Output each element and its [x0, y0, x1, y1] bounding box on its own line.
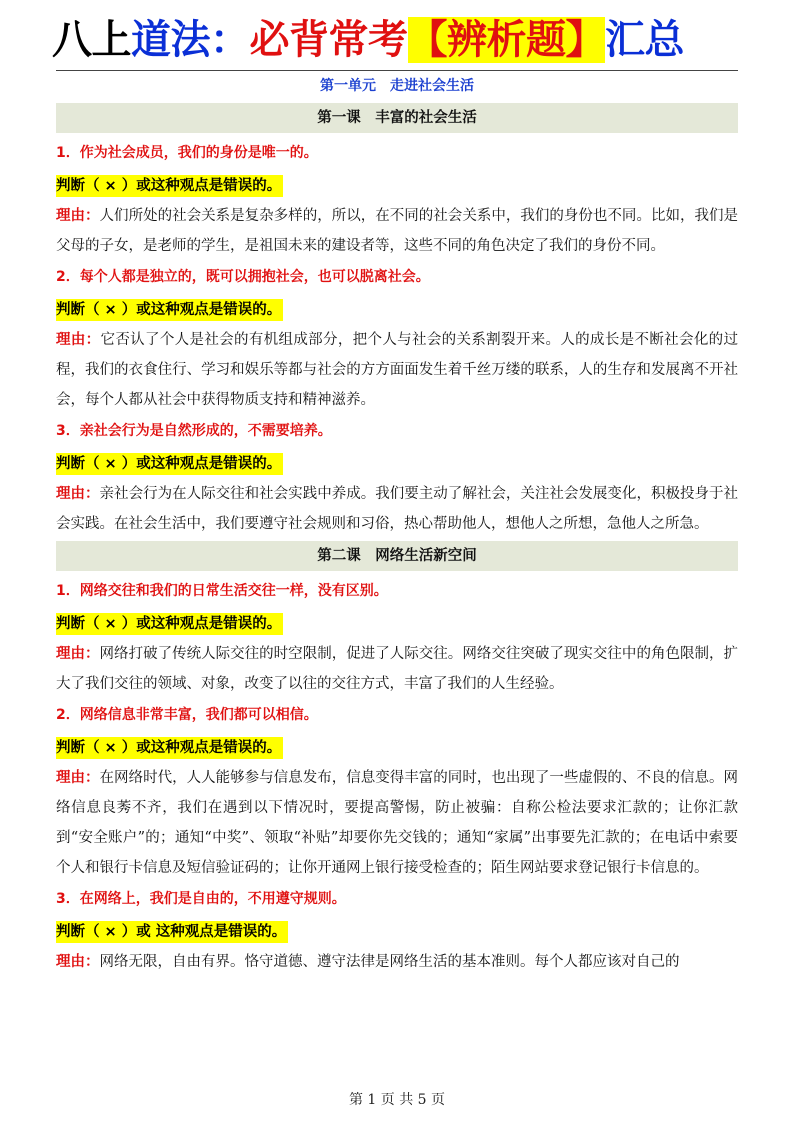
question-statement: 2．网络信息非常丰富，我们都可以相信。 — [56, 707, 318, 723]
lesson-heading: 第二课 网络生活新空间 — [56, 541, 738, 571]
reason-text: 网络打破了传统人际交往的时空限制，促进了人际交往。网络交往突破了现实交往中的角色限制，扩大了我们交往的领域、对象，改变了以往的交往方式，丰富了我们的人生经验。 — [56, 646, 739, 692]
question-statement: 3．亲社会行为是自然形成的，不需要培养。 — [56, 423, 332, 439]
question-item — [56, 699, 738, 883]
document-page — [52, 12, 739, 977]
reason-text: 在网络时代，人人能够参与信息发布，信息变得丰富的同时，也出现了一些虚假的、不良的信息。网络信息良莠不齐，我们在遇到以下情况时，要提高警惕，防止被骗：自称公检法要求汇款的；让你汇款到“安全账户”的；通知“中奖”、领取“补贴”却要你先交钱的；通知“家属”出事要先汇款的；在电话中索要个人和银行卡信息及短信验证码的；让你开通网上银行接受检查的；陌生网站要求登记银行卡信息的。 — [56, 770, 739, 876]
question-item — [56, 261, 738, 415]
lesson-heading: 第一课 丰富的社会生活 — [56, 103, 738, 133]
question-statement: 1．作为社会成员，我们的身份是唯一的。 — [56, 145, 318, 161]
question-statement: 2．每个人都是独立的，既可以拥抱社会，也可以脱离社会。 — [56, 269, 430, 285]
judgment-line: 判断（ × ）或 这种观点是错误的。 — [56, 921, 288, 943]
question-statement: 1．网络交往和我们的日常生活交往一样，没有区别。 — [56, 583, 388, 599]
unit-heading: 第一单元 走进社会生活 — [320, 78, 474, 94]
reason-paragraph — [56, 201, 738, 261]
reason-text: 亲社会行为在人际交往和社会实践中养成。我们要主动了解社会，关注社会发展变化，积极投身于社会实践。在社会生活中，我们要遵守社会规则和习俗，热心帮助他人，想他人之所想，急他人之所急。 — [56, 486, 739, 532]
reason-label: 理由： — [56, 770, 100, 786]
reason-label: 理由： — [56, 646, 100, 662]
title-question-type: 【辨析题】 — [407, 17, 605, 63]
reason-text: 网络无限，自由有界。恪守道德、遵守法律是网络生活的基本准则。每个人都应该对自己的 — [99, 954, 680, 970]
reason-paragraph — [56, 479, 738, 539]
page-number: 第 1 页 共 5 页 — [348, 1092, 446, 1108]
reason-label: 理由： — [56, 486, 100, 502]
title-summary: 汇总 — [605, 17, 684, 63]
reason-label: 理由： — [56, 954, 100, 970]
question-statement: 3．在网络上，我们是自由的，不用遵守规则。 — [56, 891, 346, 907]
judgment-line: 判断（ × ）或这种观点是错误的。 — [56, 299, 283, 321]
reason-text: 它否认了个人是社会的有机组成部分，把个人与社会的关系割裂开来。人的成长是不断社会化的过程，我们的衣食住行、学习和娱乐等都与社会的方方面面发生着千丝万缕的联系，人的生存和发展离不开社会，每个人都从社会中获得物质支持和精神滋养。 — [56, 332, 738, 408]
title-subject: 道法： — [131, 17, 250, 63]
question-item — [56, 883, 738, 977]
title-grade: 八上 — [52, 17, 131, 63]
reason-label: 理由： — [56, 208, 100, 224]
judgment-line: 判断（ × ）或这种观点是错误的。 — [56, 453, 283, 475]
title-must-memorize: 必背常考 — [249, 17, 408, 63]
question-item — [56, 137, 738, 261]
reason-paragraph — [56, 639, 738, 699]
judgment-line: 判断（ × ）或这种观点是错误的。 — [56, 737, 283, 759]
question-item — [56, 415, 738, 539]
judgment-line: 判断（ × ）或这种观点是错误的。 — [56, 175, 283, 197]
reason-paragraph — [56, 947, 738, 977]
reason-paragraph — [56, 325, 738, 415]
page-title — [52, 12, 738, 68]
judgment-line: 判断（ × ）或这种观点是错误的。 — [56, 613, 283, 635]
reason-paragraph — [56, 763, 738, 883]
question-item — [56, 575, 738, 699]
reason-label: 理由： — [56, 332, 101, 348]
reason-text: 人们所处的社会关系是复杂多样的，所以，在不同的社会关系中，我们的身份也不同。比如，我们是父母的子女，是老师的学生，是祖国未来的建设者等，这些不同的角色决定了我们的身份不同。 — [56, 208, 739, 254]
